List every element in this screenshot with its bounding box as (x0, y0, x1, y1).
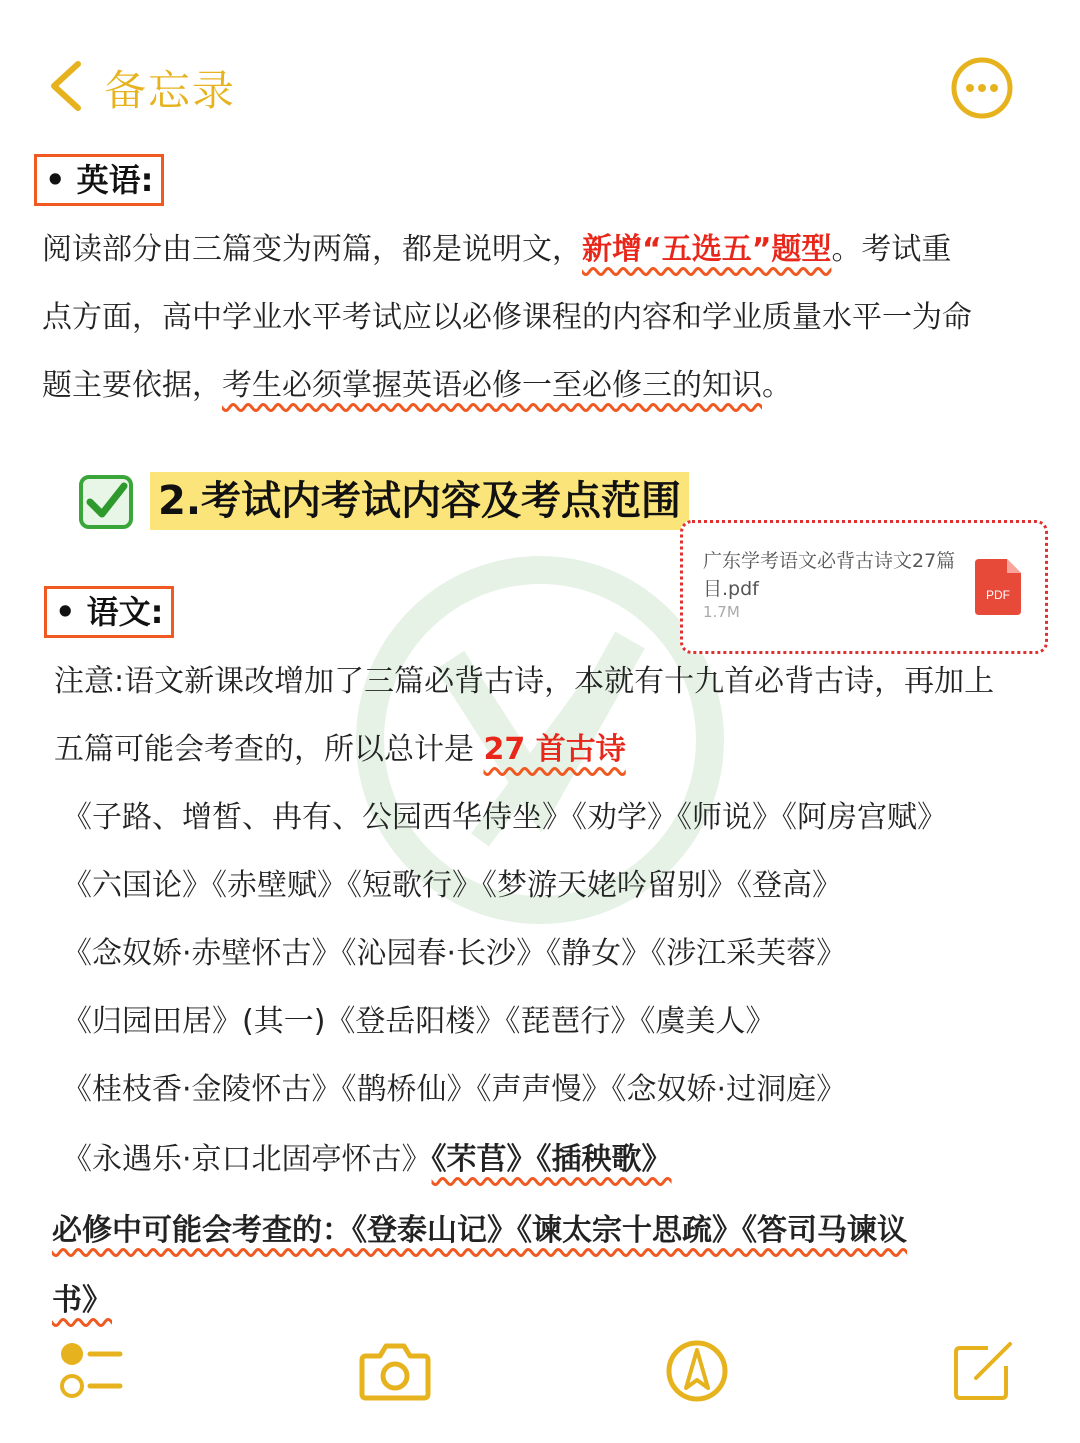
pdf-type-label: PDF (986, 588, 1010, 602)
chinese-tag: • 语文: (44, 586, 174, 638)
english-paragraph (42, 216, 1042, 420)
poem-list-line-5: 《桂枝香·金陵怀古》《鹊桥仙》《声声慢》《念奴娇·过洞庭》 (62, 1072, 847, 1107)
checkmark-icon (78, 474, 134, 530)
english-line-3-text: 题主要依据， (42, 368, 222, 403)
english-line-1-end: 。考试重 (831, 232, 952, 267)
chinese-note-line-1: 注意:语文新课改增加了三篇必背古诗，本就有十九首必背古诗，再加上 (54, 664, 995, 699)
english-line-3-end: 。 (762, 368, 792, 403)
compose-icon[interactable] (952, 1340, 1014, 1402)
english-line-3 (42, 352, 1042, 420)
camera-icon[interactable] (358, 1340, 432, 1402)
poem-count-highlight: 27 首古诗 (483, 732, 626, 767)
more-options-icon[interactable] (950, 56, 1014, 120)
checklist-icon[interactable] (58, 1340, 124, 1402)
poem-list-line-1: 《子路、增皙、冉有、公园西华侍坐》《劝学》《师说》《阿房宫赋》 (62, 800, 947, 835)
english-tag: • 英语: (34, 154, 164, 206)
required-poems-line-2-text: 书》 (52, 1283, 112, 1318)
english-highlight-new-question: 新增“五选五”题型 (582, 232, 832, 267)
required-poems-line-2 (52, 1266, 1052, 1336)
attachment-size: 1.7M (703, 603, 740, 621)
poem-list-line-6-text: 《永遇乐·京口北固亭怀古》 (62, 1142, 432, 1177)
back-chevron-icon[interactable] (40, 56, 100, 116)
english-key-requirement: 考生必须掌握英语必修一至必修三的知识 (222, 368, 762, 403)
english-line-1 (42, 216, 1042, 284)
attachment-filename: 广东学考语文必背古诗文27篇目.pdf (703, 550, 956, 600)
nav-title[interactable]: 备忘录 (104, 66, 237, 115)
required-poems (52, 1196, 1052, 1336)
chinese-note-line-2-text: 五篇可能会考查的，所以总计是 (54, 732, 484, 767)
english-line-2: 点方面，高中学业水平考试应以必修课程的内容和学业质量水平一为命 (42, 300, 972, 335)
required-poems-line-1: 必修中可能会考查的：《登泰山记》《谏太宗十思疏》《答司马谏议 (52, 1213, 907, 1248)
english-line-1-text: 阅读部分由三篇变为两篇，都是说明文， (42, 232, 582, 267)
section-heading: 2.考试内考试内容及考点范围 (150, 472, 689, 530)
poem-list-line-6 (62, 1140, 672, 1180)
new-poems-highlight: 《芣苢》《插秧歌》 (431, 1142, 672, 1177)
poem-list-line-4: 《归园田居》(其一)《登岳阳楼》《琵琶行》《虞美人》 (62, 1004, 776, 1039)
poem-list-line-2: 《六国论》《赤壁赋》《短歌行》《梦游天姥吟留别》《登高》 (62, 868, 842, 903)
pdf-attachment[interactable] (680, 520, 1048, 654)
chinese-note-line-2 (54, 716, 1054, 784)
pen-icon[interactable] (664, 1338, 730, 1404)
poem-list-line-3: 《念奴娇·赤壁怀古》《沁园春·长沙》《静女》《涉江采芙蓉》 (62, 936, 847, 971)
chinese-note (54, 648, 1054, 784)
pdf-file-icon (975, 559, 1021, 615)
